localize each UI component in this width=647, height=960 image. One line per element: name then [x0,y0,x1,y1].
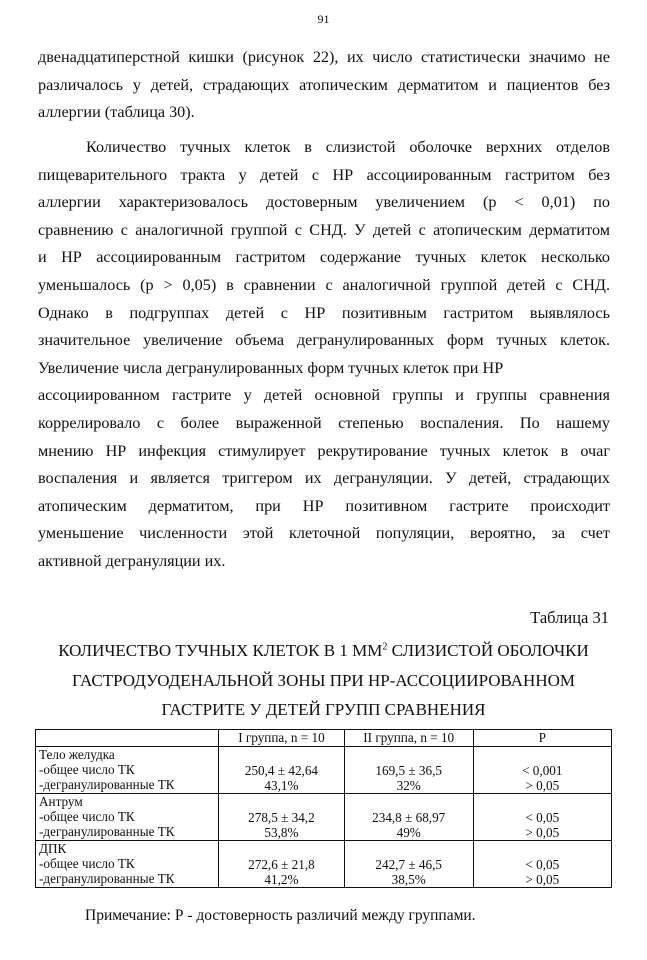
row-label-cell [36,794,219,841]
table-title [0,636,647,725]
text-line: аллергии (таблица 30). [38,103,195,122]
text-line: и НР ассоциированным гастритом содержание тучных клеток несколько [38,248,610,267]
value: > 0,05 [525,872,560,887]
text-line: Увеличение числа дегранулированных форм тучных клеток при НР [38,358,504,377]
row-label: -дегранулированные ТК [39,871,175,886]
table-title-line [0,636,647,666]
text-line: Однако в подгруппах детей с НР позитивным гастритом выявлялось [38,303,610,322]
value: > 0,05 [525,825,560,840]
section-name: Антрум [39,794,83,809]
value: 53,8% [264,825,299,840]
text-line: атопическим дерматитом, при НР позитивном гастрите происходит [38,496,610,515]
value: 43,1% [264,778,299,793]
group2-cell [344,794,473,841]
text-line: активной дегрануляции их. [38,551,226,570]
text-line: значительное увеличение объема дегранулированных форм тучных клеток. [38,331,610,350]
section-name: ДПК [39,841,67,856]
value: 234,8 ± 68,97 [372,810,446,825]
table-header-row [36,730,612,747]
section-name: Тело желудка [39,747,115,762]
value: 272,6 ± 21,8 [248,857,315,872]
table-row [36,747,612,794]
value: 38,5% [391,872,426,887]
table-title-line: ГАСТРИТЕ У ДЕТЕЙ ГРУПП СРАВНЕНИЯ [161,700,486,719]
title-part: СЛИЗИСТОЙ ОБОЛОЧКИ [387,641,589,660]
value: < 0,001 [522,763,563,778]
text-line: двенадцатиперстной кишки (рисунок 22), их число статистически значимо не [38,48,610,66]
table-row [36,794,612,841]
text-line: мнению НР инфекция стимулирует рекрутирование тучных клеток в очаг [38,441,610,460]
group2-cell [344,841,473,888]
text-line: ассоциированном гастрите у детей основной группы и группы сравнения [38,386,610,405]
value: 242,7 ± 46,5 [375,857,442,872]
value: 169,5 ± 36,5 [375,763,442,778]
title-superscript: 2 [382,641,388,653]
text-line: уменьшалось (p > 0,05) в сравнении с аналогичной группой детей с СНД. [38,275,610,294]
row-label: -дегранулированные ТК [39,824,175,839]
header-cell: P [473,730,611,747]
row-label-cell [36,747,219,794]
p-value-cell [473,841,611,888]
value: 32% [396,778,421,793]
row-label-cell [36,841,219,888]
group1-cell [219,841,345,888]
group2-cell [344,747,473,794]
value: 278,5 ± 34,2 [248,810,315,825]
text-line: уменьшение численности этой клеточной популяции, вероятно, за счет [38,524,610,543]
row-label: -общее число ТК [39,762,135,777]
text-line: сравнению с аналогичной группой с СНД. У детей с атопическим дерматитом [38,220,610,239]
table-note: Примечание: Р - достоверность различий между группами. [85,907,476,924]
p-value-cell [473,747,611,794]
row-label: -дегранулированные ТК [39,777,175,792]
row-label: -общее число ТК [39,856,135,871]
paragraph-2 [38,134,610,576]
value: < 0,05 [525,810,560,825]
table-title-line: ГАСТРОДУОДЕНАЛЬНОЙ ЗОНЫ ПРИ НР-АССОЦИИРОВАННОМ [72,670,575,690]
p-value-cell [473,794,611,841]
group1-cell [219,747,345,794]
value: > 0,05 [525,778,560,793]
value: 41,2% [264,872,299,887]
text-line: воспаления и является триггером их дегрануляции. У детей, страдающих [38,469,610,488]
page-number: 91 [317,12,330,26]
group1-cell [219,794,345,841]
value: < 0,05 [525,857,560,872]
title-part: КОЛИЧЕСТВО ТУЧНЫХ КЛЕТОК В 1 ММ [58,641,383,660]
text-line: пищеварительного тракта у детей с НР ассоциированным гастритом без [38,165,610,184]
paragraph-1 [38,44,610,127]
header-cell: I группа, n = 10 [219,730,345,747]
data-table [35,729,612,888]
header-cell: II группа, n = 10 [344,730,473,747]
value: 250,4 ± 42,64 [244,763,319,778]
text-line: Количество тучных клеток в слизистой оболочке верхних отделов [86,138,610,156]
value: 49% [396,825,421,840]
row-label: -общее число ТК [39,809,135,824]
table-row [36,841,612,888]
text-line: коррелировало с более выраженной степенью воспаления. По нашему [38,413,610,432]
header-cell [36,730,219,747]
table-label: Таблица 31 [530,608,609,627]
text-line: различалось у детей, страдающих атопическим дерматитом и пациентов без [38,75,610,94]
text-line: аллергии характеризовалось достоверным увеличением (p < 0,01) по [38,193,610,212]
